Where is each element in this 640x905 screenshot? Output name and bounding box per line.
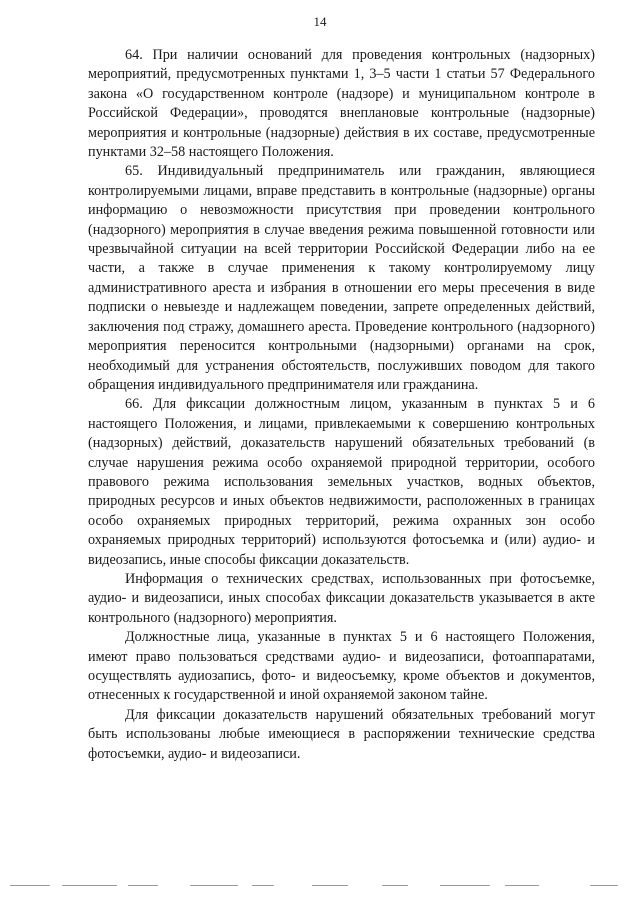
paragraph-65: 65. Индивидуальный предприниматель или гражданин, являющиеся контролируемыми лицами, вправе представить в контрольные (надзорные) органы информацию о невозможности присутствия при проведении контрольного (надзорного) мероприятия в случае введения режима повышенной готовности или чрезвычайной ситуации на всей территории Российской Федерации либо на ее части, а также в случае применения к такому контролируемому лицу административного ареста и избрания в отношении его меры пресечения в виде подписки о невыезде и надлежащем поведении, запрете определенных действий, заключения под стражу, домашнего ареста. Проведение контрольного (надзорного) мероприятия переносится контрольными (надзорными) органами на срок, необходимый для устранения обстоятельств, послуживших поводом для такого обращения индивидуального предпринимателя или гражданина. bbox=[88, 163, 595, 393]
paragraph-66-officials-rights: Должностные лица, указанные в пунктах 5 и 6 настоящего Положения, имеют право пользоваться средствами аудио- и видеозаписи, фотоаппаратами, осуществлять аудиозапись, фото- и видеосъемку, кроме объектов и документов, отнесенных к государственной и иной охраняемой законом тайне. bbox=[88, 629, 595, 704]
scan-edge-artifact bbox=[0, 885, 640, 889]
page-number: 14 bbox=[313, 14, 327, 29]
document-body bbox=[88, 46, 595, 764]
paragraph-64: 64. При наличии оснований для проведения контрольных (надзорных) мероприятий, предусмотренных пунктами 1, 3–5 части 1 статьи 57 Федерального закона «О государственном контроле (надзоре) и муниципальном контроле в Российской Федерации», проводятся внеплановые контрольные (надзорные) мероприятия и контрольные (надзорные) действия в их составе, предусмотренные пунктами 32–58 настоящего Положения. bbox=[88, 47, 595, 161]
paragraph-66: 66. Для фиксации должностным лицом, указанным в пунктах 5 и 6 настоящего Положения, и лицами, привлекаемыми к совершению контрольных (надзорных) действий, доказательств нарушений обязательных требований (в случае нарушения режима особо охраняемой природной территории, особого правового режима использования земельных участков, водных объектов, природных ресурсов и иных объектов недвижимости, расположенных в границах особо охраняемых природных территорий, режима охранных зон особо охраняемых природных территорий) используются фотосъемка и (или) аудио- и видеозапись, иные способы фиксации доказательств. bbox=[88, 396, 595, 568]
paragraph-66-evidence-means: Для фиксации доказательств нарушений обязательных требований могут быть использованы любые имеющиеся в распоряжении технические средства фотосъемки, аудио- и видеозаписи. bbox=[88, 706, 595, 762]
paragraph-66-technical-means-info: Информация о технических средствах, использованных при фотосъемке, аудио- и видеозаписи, иных способах фиксации доказательств указывается в акте контрольного (надзорного) мероприятия. bbox=[88, 570, 595, 626]
